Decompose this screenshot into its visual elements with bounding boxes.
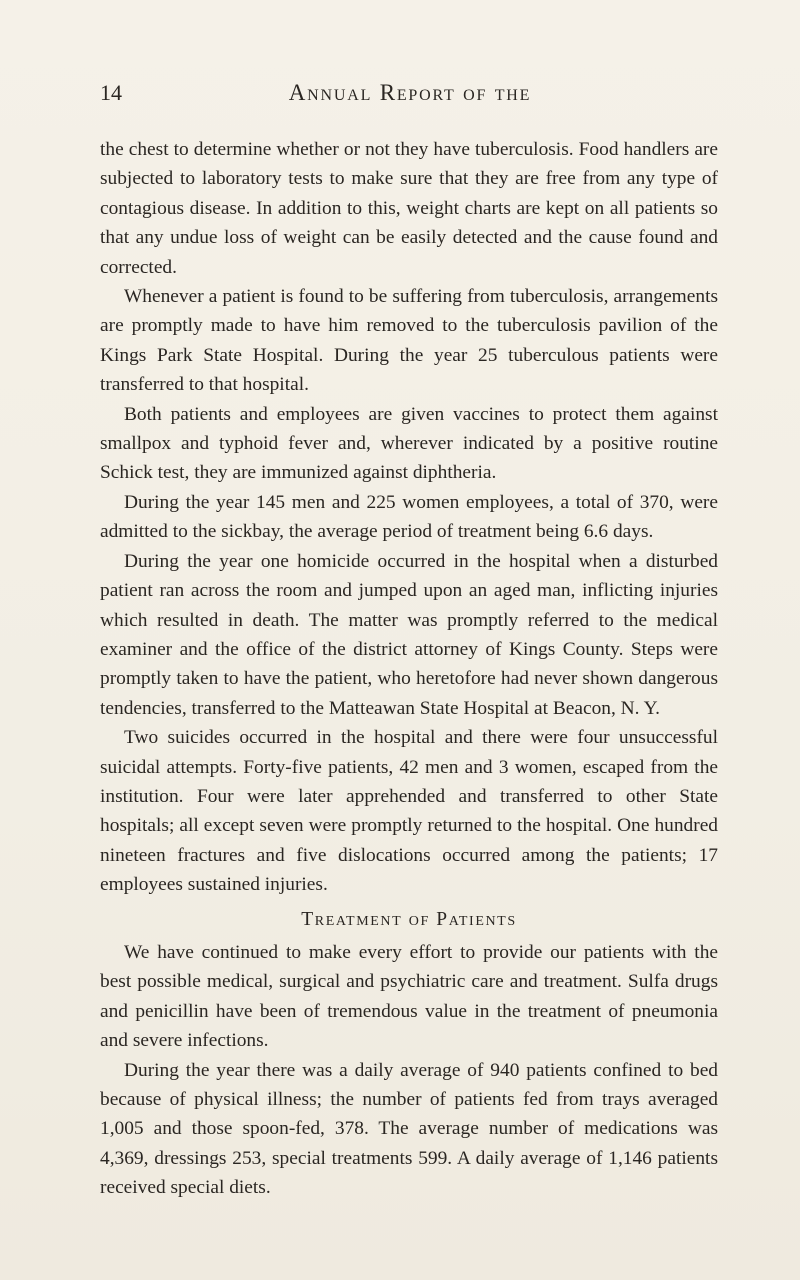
running-title: Annual Report of the bbox=[288, 80, 532, 105]
paragraph: the chest to determine whether or not they have tuberculosis. Food handlers are subjected to laboratory tests to make sure that they are free from any type of contagious disease. In addition to this, weight charts are kept on all patients so that any undue loss of weight can be easily detected and the cause found and corrected. bbox=[100, 139, 718, 278]
paragraph: Both patients and employees are given vaccines to protect them against smallpox and typhoid fever and, wherever indicated by a positive routine Schick test, they are immunized against diphtheria. bbox=[100, 403, 718, 484]
paragraph: During the year one homicide occurred in the hospital when a disturbed patient ran across the room and jumped upon an aged man, inflicting injuries which resulted in death. The matter was promptly referred to the medical examiner and the office of the district attorney of Kings County. Steps were promptly taken to have the patient, who heretofore had never shown dangerous tendencies, transferred to the Matteawan State Hospital at Beacon, N. Y. bbox=[100, 550, 718, 719]
paragraph: Whenever a patient is found to be suffering from tuberculosis, arrangements are promptly made to have him removed to the tuberculosis pavilion of the Kings Park State Hospital. During the year 25 tuberculous patients were transferred to that hospital. bbox=[100, 286, 718, 396]
paragraph: During the year there was a daily average of 940 patients confined to bed because of physical illness; the number of patients fed from trays averaged 1,005 and those spoon-fed, 378. The average number of medications was 4,369, dressings 253, special treatments 599. A daily average of 1,146 patients received special diets. bbox=[100, 1059, 718, 1199]
paragraph: We have continued to make every effort to provide our patients with the best possible medical, surgical and psychiatric care and treatment. Sulfa drugs and penicillin have been of tremendous value in the treatment of pneumonia and severe infections. bbox=[100, 941, 718, 1052]
running-head bbox=[100, 80, 720, 110]
body-text bbox=[100, 135, 718, 1203]
page-number: 14 bbox=[100, 80, 122, 105]
paragraph: During the year 145 men and 225 women employees, a total of 370, were admitted to the sickbay, the average period of treatment being 6.6 days. bbox=[100, 491, 718, 543]
section-heading: Treatment of Patients bbox=[301, 908, 517, 930]
paragraph: Two suicides occurred in the hospital and there were four unsuccessful suicidal attempts. Forty-five patients, 42 men and 3 women, escaped from the institution. Four were later apprehended and transferred to other State hospitals; all except seven were promptly returned to the hospital. One hundred nineteen fractures and five dislocations occurred among the patients; 17 employees sustained injuries. bbox=[100, 727, 718, 896]
